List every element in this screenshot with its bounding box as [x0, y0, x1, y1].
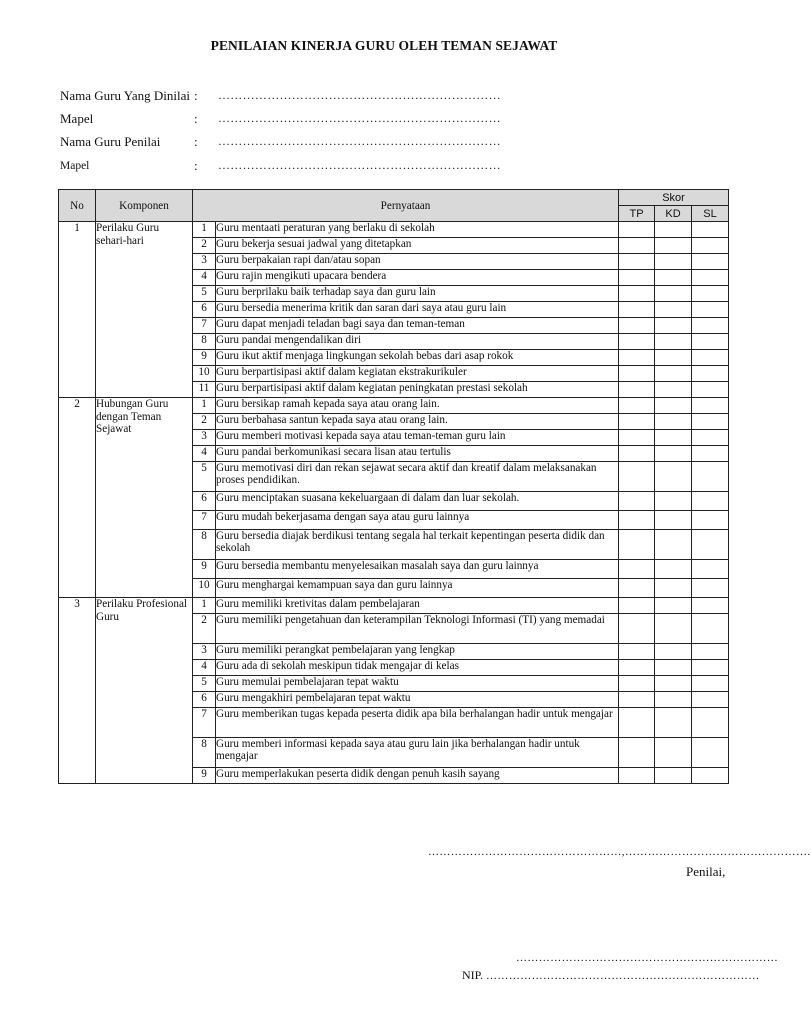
score-cell-sl[interactable]	[692, 414, 729, 430]
nip-line	[462, 968, 760, 983]
score-cell-tp[interactable]	[619, 302, 655, 318]
score-cell-sl[interactable]	[692, 692, 729, 708]
score-cell-sl[interactable]	[692, 708, 729, 738]
score-cell-sl[interactable]	[692, 334, 729, 350]
group-komponen: Hubungan Guru dengan Teman Sejawat	[96, 398, 193, 598]
item-statement: Guru memberi informasi kepada saya atau guru lain jika berhalangan hadir untuk mengajar	[216, 738, 619, 768]
signature-name-line: ……………………………………………………………	[516, 952, 779, 964]
item-number: 8	[193, 530, 216, 560]
score-cell-tp[interactable]	[619, 286, 655, 302]
score-cell-kd[interactable]	[655, 446, 692, 462]
score-cell-kd[interactable]	[655, 579, 692, 598]
item-statement: Guru pandai berkomunikasi secara lisan atau tertulis	[216, 446, 619, 462]
score-cell-kd[interactable]	[655, 676, 692, 692]
item-number: 3	[193, 644, 216, 660]
score-cell-tp[interactable]	[619, 614, 655, 644]
score-cell-sl[interactable]	[692, 398, 729, 414]
score-cell-sl[interactable]	[692, 366, 729, 382]
header-skor: Skor	[619, 190, 729, 206]
assessment-table	[58, 189, 729, 784]
score-cell-tp[interactable]	[619, 738, 655, 768]
score-cell-tp[interactable]	[619, 579, 655, 598]
item-statement: Guru memiliki kretivitas dalam pembelajaran	[216, 598, 619, 614]
score-cell-sl[interactable]	[692, 738, 729, 768]
item-statement: Guru berprilaku baik terhadap saya dan guru lain	[216, 286, 619, 302]
header-sl: SL	[692, 206, 729, 222]
item-statement: Guru pandai mengendalikan diri	[216, 334, 619, 350]
score-cell-sl[interactable]	[692, 270, 729, 286]
score-cell-kd[interactable]	[655, 768, 692, 784]
score-cell-kd[interactable]	[655, 530, 692, 560]
item-statement: Guru bersedia menerima kritik dan saran dari saya atau guru lain	[216, 302, 619, 318]
group-number: 1	[59, 222, 96, 398]
score-cell-kd[interactable]	[655, 318, 692, 334]
item-statement: Guru ada di sekolah meskipun tidak mengajar di kelas	[216, 660, 619, 676]
score-cell-tp[interactable]	[619, 430, 655, 446]
nip-fill-line: ………………………………………………………………	[486, 970, 760, 982]
item-statement: Guru dapat menjadi teladan bagi saya dan teman-teman	[216, 318, 619, 334]
item-statement: Guru menghargai kemampuan saya dan guru lainnya	[216, 579, 619, 598]
score-cell-sl[interactable]	[692, 350, 729, 366]
item-number: 5	[193, 286, 216, 302]
score-cell-tp[interactable]	[619, 414, 655, 430]
score-cell-kd[interactable]	[655, 462, 692, 492]
table-row	[59, 598, 729, 614]
item-number: 8	[193, 334, 216, 350]
item-number: 4	[193, 270, 216, 286]
score-cell-sl[interactable]	[692, 430, 729, 446]
item-number: 7	[193, 318, 216, 334]
item-number: 6	[193, 692, 216, 708]
item-number: 10	[193, 579, 216, 598]
score-cell-tp[interactable]	[619, 254, 655, 270]
score-cell-sl[interactable]	[692, 511, 729, 530]
score-cell-tp[interactable]	[619, 530, 655, 560]
score-cell-kd[interactable]	[655, 366, 692, 382]
score-cell-tp[interactable]	[619, 318, 655, 334]
score-cell-sl[interactable]	[692, 382, 729, 398]
score-cell-kd[interactable]	[655, 598, 692, 614]
info-label: Mapel	[60, 160, 90, 172]
item-statement: Guru memberi motivasi kepada saya atau teman-teman guru lain	[216, 430, 619, 446]
group-komponen: Perilaku Profesional Guru	[96, 598, 193, 784]
score-cell-kd[interactable]	[655, 382, 692, 398]
score-cell-kd[interactable]	[655, 398, 692, 414]
score-cell-kd[interactable]	[655, 414, 692, 430]
score-cell-sl[interactable]	[692, 462, 729, 492]
item-number: 1	[193, 398, 216, 414]
score-cell-tp[interactable]	[619, 492, 655, 511]
item-statement: Guru menciptakan suasana kekeluargaan di dalam dan luar sekolah.	[216, 492, 619, 511]
header-pernyataan: Pernyataan	[193, 190, 619, 222]
score-cell-tp[interactable]	[619, 462, 655, 492]
group-number: 3	[59, 598, 96, 784]
score-cell-sl[interactable]	[692, 492, 729, 511]
score-cell-tp[interactable]	[619, 644, 655, 660]
info-label: Nama Guru Penilai	[60, 134, 161, 149]
score-cell-tp[interactable]	[619, 270, 655, 286]
info-colon: :	[194, 134, 198, 149]
score-cell-kd[interactable]	[655, 614, 692, 644]
score-cell-sl[interactable]	[692, 530, 729, 560]
item-number: 7	[193, 511, 216, 530]
score-cell-sl[interactable]	[692, 660, 729, 676]
group-komponen: Perilaku Guru sehari-hari	[96, 222, 193, 398]
item-number: 5	[193, 676, 216, 692]
score-cell-sl[interactable]	[692, 238, 729, 254]
item-statement: Guru memperlakukan peserta didik dengan penuh kasih sayang	[216, 768, 619, 784]
score-cell-kd[interactable]	[655, 692, 692, 708]
assessment-table-body	[59, 222, 729, 784]
score-cell-tp[interactable]	[619, 350, 655, 366]
item-number: 7	[193, 708, 216, 738]
score-cell-tp[interactable]	[619, 398, 655, 414]
score-cell-kd[interactable]	[655, 492, 692, 511]
info-colon: :	[194, 111, 198, 126]
item-number: 9	[193, 350, 216, 366]
score-cell-kd[interactable]	[655, 222, 692, 238]
header-kd: KD	[655, 206, 692, 222]
item-number: 2	[193, 238, 216, 254]
score-cell-sl[interactable]	[692, 579, 729, 598]
penilai-label: Penilai,	[686, 864, 726, 879]
score-cell-sl[interactable]	[692, 644, 729, 660]
score-cell-kd[interactable]	[655, 334, 692, 350]
place-date-line: ……………………………………………,………………………………………….	[428, 846, 811, 858]
info-colon: :	[194, 88, 198, 103]
score-cell-tp[interactable]	[619, 660, 655, 676]
item-statement: Guru berpakaian rapi dan/atau sopan	[216, 254, 619, 270]
score-cell-kd[interactable]	[655, 708, 692, 738]
info-label: Nama Guru Yang Dinilai	[60, 88, 190, 103]
score-cell-kd[interactable]	[655, 660, 692, 676]
nip-label: NIP.	[462, 968, 487, 982]
item-statement: Guru memulai pembelajaran tepat waktu	[216, 676, 619, 692]
info-fill-line: ……………………………………………………………	[218, 158, 501, 172]
score-cell-tp[interactable]	[619, 334, 655, 350]
item-statement: Guru mentaati peraturan yang berlaku di sekolah	[216, 222, 619, 238]
info-fill-line: ……………………………………………………………	[218, 111, 501, 125]
item-number: 5	[193, 462, 216, 492]
info-fill-line: ……………………………………………………………	[218, 88, 501, 102]
item-statement: Guru berpartisipasi aktif dalam kegiatan peningkatan prestasi sekolah	[216, 382, 619, 398]
item-number: 9	[193, 560, 216, 579]
score-cell-tp[interactable]	[619, 768, 655, 784]
score-cell-sl[interactable]	[692, 446, 729, 462]
info-fill-line: ……………………………………………………………	[218, 134, 501, 148]
item-statement: Guru berbahasa santun kepada saya atau orang lain.	[216, 414, 619, 430]
table-row	[59, 222, 729, 238]
item-statement: Guru bersedia diajak berdikusi tentang segala hal terkait kepentingan peserta didik dan sekolah	[216, 530, 619, 560]
score-cell-tp[interactable]	[619, 222, 655, 238]
item-number: 4	[193, 446, 216, 462]
score-cell-sl[interactable]	[692, 254, 729, 270]
score-cell-sl[interactable]	[692, 318, 729, 334]
item-statement: Guru bersikap ramah kepada saya atau orang lain.	[216, 398, 619, 414]
header-tp: TP	[619, 206, 655, 222]
item-number: 1	[193, 598, 216, 614]
score-cell-kd[interactable]	[655, 644, 692, 660]
header-komponen: Komponen	[96, 190, 193, 222]
item-statement: Guru bersedia membantu menyelesaikan masalah saya dan guru lainnya	[216, 560, 619, 579]
item-number: 11	[193, 382, 216, 398]
score-cell-sl[interactable]	[692, 286, 729, 302]
score-cell-tp[interactable]	[619, 446, 655, 462]
score-cell-kd[interactable]	[655, 560, 692, 579]
item-statement: Guru memotivasi diri dan rekan sejawat secara aktif dan kreatif dalam melaksanakan proses pendidikan.	[216, 462, 619, 492]
score-cell-sl[interactable]	[692, 222, 729, 238]
item-number: 9	[193, 768, 216, 784]
item-statement: Guru mengakhiri pembelajaran tepat waktu	[216, 692, 619, 708]
score-cell-kd[interactable]	[655, 738, 692, 768]
item-number: 3	[193, 254, 216, 270]
item-number: 2	[193, 414, 216, 430]
score-cell-tp[interactable]	[619, 382, 655, 398]
score-cell-sl[interactable]	[692, 598, 729, 614]
item-statement: Guru rajin mengikuti upacara bendera	[216, 270, 619, 286]
score-cell-kd[interactable]	[655, 511, 692, 530]
item-statement: Guru memiliki pengetahuan dan keterampilan Teknologi Informasi (TI) yang memadai	[216, 614, 619, 644]
score-cell-sl[interactable]	[692, 302, 729, 318]
score-cell-sl[interactable]	[692, 614, 729, 644]
group-number: 2	[59, 398, 96, 598]
document-title: PENILAIAN KINERJA GURU OLEH TEMAN SEJAWAT	[210, 38, 558, 53]
table-row	[59, 398, 729, 414]
item-number: 1	[193, 222, 216, 238]
score-cell-kd[interactable]	[655, 430, 692, 446]
score-cell-kd[interactable]	[655, 302, 692, 318]
item-number: 6	[193, 302, 216, 318]
item-number: 10	[193, 366, 216, 382]
item-number: 3	[193, 430, 216, 446]
score-cell-kd[interactable]	[655, 238, 692, 254]
score-cell-sl[interactable]	[692, 676, 729, 692]
score-cell-sl[interactable]	[692, 768, 729, 784]
info-colon: :	[194, 158, 198, 173]
score-cell-tp[interactable]	[619, 560, 655, 579]
item-statement: Guru berpartisipasi aktif dalam kegiatan ekstrakurikuler	[216, 366, 619, 382]
score-cell-tp[interactable]	[619, 676, 655, 692]
score-cell-tp[interactable]	[619, 511, 655, 530]
score-cell-tp[interactable]	[619, 692, 655, 708]
item-number: 6	[193, 492, 216, 511]
item-statement: Guru bekerja sesuai jadwal yang ditetapkan	[216, 238, 619, 254]
item-number: 4	[193, 660, 216, 676]
item-statement: Guru ikut aktif menjaga lingkungan sekolah bebas dari asap rokok	[216, 350, 619, 366]
score-cell-kd[interactable]	[655, 350, 692, 366]
score-cell-sl[interactable]	[692, 560, 729, 579]
info-label: Mapel	[60, 111, 94, 126]
score-cell-tp[interactable]	[619, 238, 655, 254]
score-cell-kd[interactable]	[655, 254, 692, 270]
score-cell-tp[interactable]	[619, 598, 655, 614]
score-cell-kd[interactable]	[655, 270, 692, 286]
score-cell-tp[interactable]	[619, 366, 655, 382]
item-number: 2	[193, 614, 216, 644]
item-statement: Guru memberikan tugas kepada peserta didik apa bila berhalangan hadir untuk mengajar	[216, 708, 619, 738]
score-cell-kd[interactable]	[655, 286, 692, 302]
item-statement: Guru memiliki perangkat pembelajaran yang lengkap	[216, 644, 619, 660]
item-statement: Guru mudah bekerjasama dengan saya atau guru lainnya	[216, 511, 619, 530]
item-number: 8	[193, 738, 216, 768]
score-cell-tp[interactable]	[619, 708, 655, 738]
header-no: No	[59, 190, 96, 222]
